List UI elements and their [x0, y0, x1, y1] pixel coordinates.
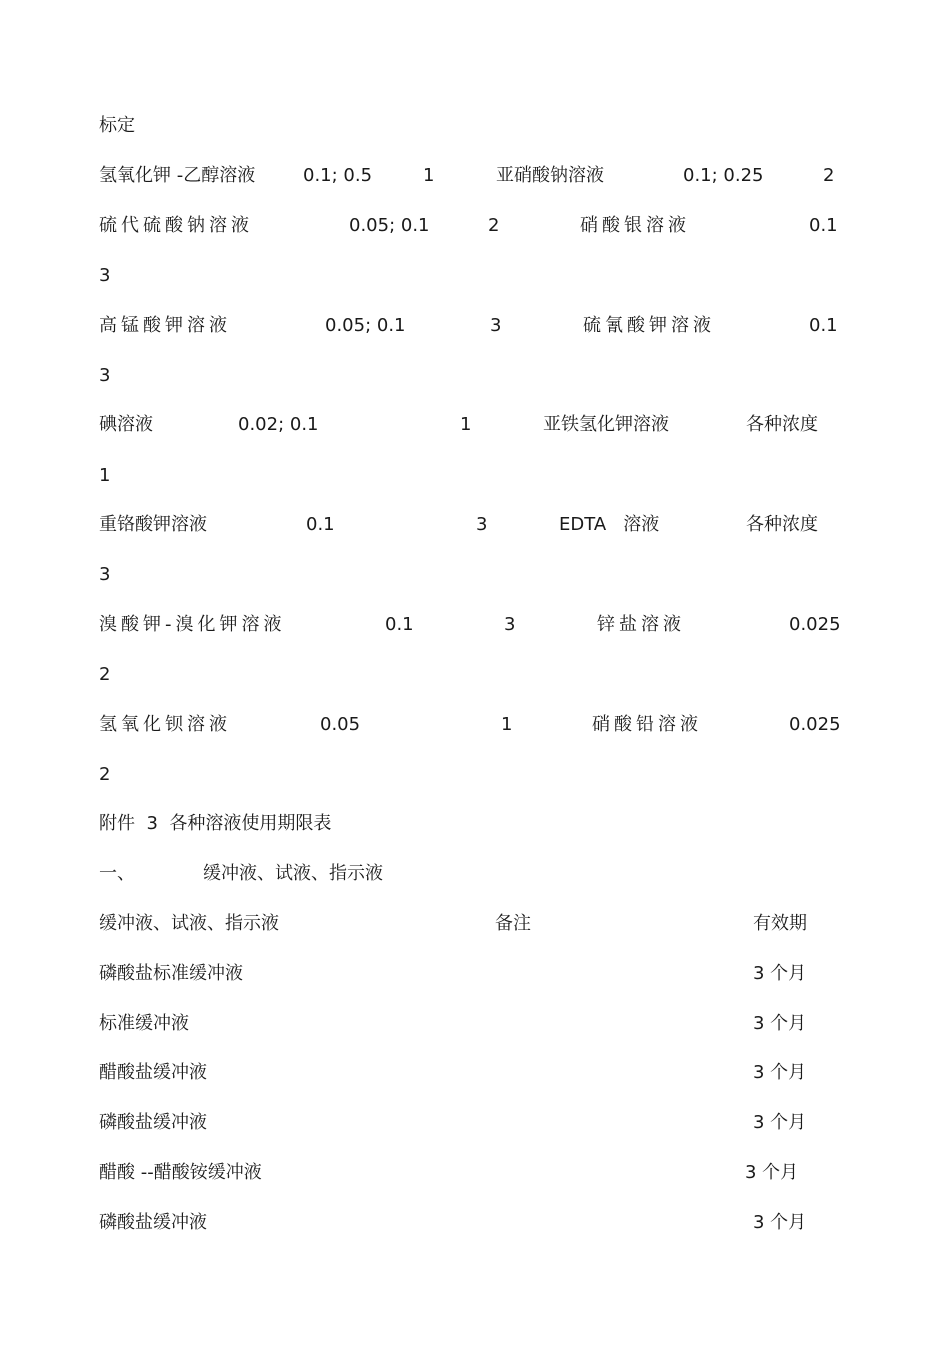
solution-name: 溴酸钾-溴化钾溶液	[99, 614, 286, 635]
solution-name: 硝酸铅溶液	[592, 714, 702, 735]
solution-name: 重铬酸钾溶液	[99, 514, 207, 535]
solution-period: 1	[99, 465, 111, 486]
buffer-name: 磷酸盐缓冲液	[99, 1112, 207, 1133]
buffer-validity: 3 个月	[745, 1162, 799, 1183]
buffer-name: 醋酸 --醋酸铵缓冲液	[99, 1162, 262, 1183]
solution-period: 1	[423, 165, 435, 186]
solution-name: 氢氧化钡溶液	[99, 714, 231, 735]
solution-concentration: 0.025	[789, 614, 841, 635]
solution-concentration: 0.025	[789, 714, 841, 735]
solution-concentration: 0.1	[809, 315, 838, 336]
heading-biaoding: 标定	[99, 115, 135, 136]
buffer-name: 醋酸盐缓冲液	[99, 1062, 207, 1083]
buffer-validity: 3 个月	[753, 1112, 807, 1133]
solution-concentration: 各种浓度	[746, 414, 818, 435]
solution-concentration: 0.05; 0.1	[349, 215, 430, 236]
solution-name: 亚硝酸钠溶液	[496, 165, 604, 186]
buffer-validity: 3 个月	[753, 1013, 807, 1034]
solution-name: 碘溶液	[99, 414, 153, 435]
solution-period: 3	[99, 365, 111, 386]
attachment-title: 附件 3 各种溶液使用期限表	[99, 813, 332, 834]
buffer-name: 磷酸盐缓冲液	[99, 1212, 207, 1233]
section-number: 一、	[99, 863, 135, 884]
table-header-name: 缓冲液、试液、指示液	[99, 913, 279, 934]
solution-period: 3	[490, 315, 502, 336]
solution-concentration: 0.1	[809, 215, 838, 236]
solution-concentration: 0.1; 0.5	[303, 165, 373, 186]
solution-name: 硫氰酸钾溶液	[583, 315, 715, 336]
solution-period: 3	[476, 514, 488, 535]
section-title: 缓冲液、试液、指示液	[203, 863, 383, 884]
solution-period: 1	[460, 414, 472, 435]
solution-period: 3	[99, 265, 111, 286]
solution-name: 硫代硫酸钠溶液	[99, 215, 253, 236]
solution-period: 2	[99, 764, 111, 785]
solution-name: EDTA 溶液	[559, 514, 660, 535]
solution-name: 氢氧化钾 -乙醇溶液	[99, 165, 256, 186]
table-header-remark: 备注	[495, 913, 531, 934]
buffer-validity: 3 个月	[753, 963, 807, 984]
solution-period: 3	[504, 614, 516, 635]
solution-period: 2	[99, 664, 111, 685]
solution-concentration: 0.05	[320, 714, 361, 735]
solution-concentration: 0.02; 0.1	[238, 414, 319, 435]
solution-name: 高锰酸钾溶液	[99, 315, 231, 336]
solution-name: 硝酸银溶液	[580, 215, 690, 236]
buffer-name: 标准缓冲液	[99, 1013, 189, 1034]
solution-concentration: 0.1	[306, 514, 335, 535]
table-header-validity: 有效期	[753, 913, 807, 934]
buffer-validity: 3 个月	[753, 1212, 807, 1233]
solution-period: 1	[501, 714, 513, 735]
solution-concentration: 0.05; 0.1	[325, 315, 406, 336]
buffer-validity: 3 个月	[753, 1062, 807, 1083]
solution-period: 3	[99, 564, 111, 585]
solution-concentration: 0.1	[385, 614, 414, 635]
buffer-name: 磷酸盐标准缓冲液	[99, 963, 243, 984]
solution-name: 亚铁氢化钾溶液	[543, 414, 669, 435]
solution-concentration: 各种浓度	[746, 514, 818, 535]
solution-period: 2	[823, 165, 835, 186]
solution-concentration: 0.1; 0.25	[683, 165, 764, 186]
solution-period: 2	[488, 215, 500, 236]
solution-name: 锌盐溶液	[597, 614, 685, 635]
